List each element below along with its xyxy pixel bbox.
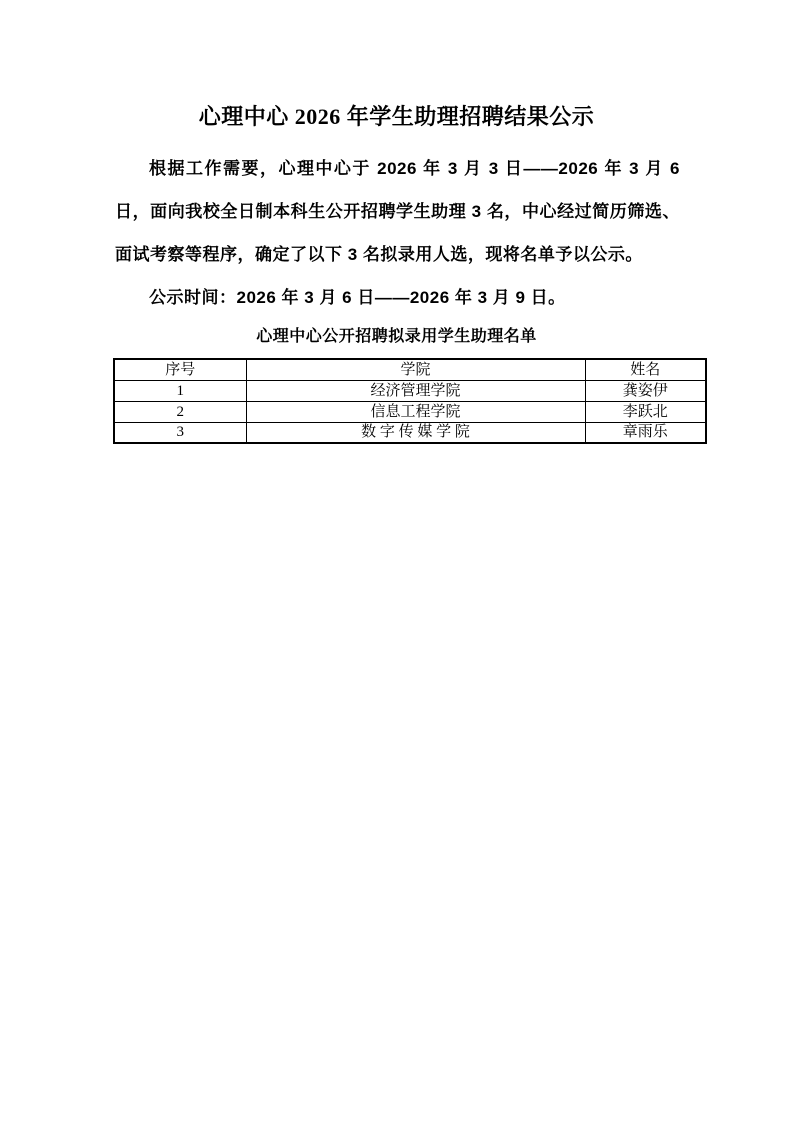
cell-college: 数 字 传 媒 学 院 <box>246 422 585 443</box>
table-header-row <box>114 359 706 380</box>
table-row <box>114 380 706 401</box>
table-row <box>114 422 706 443</box>
table-row <box>114 401 706 422</box>
body-text-block <box>115 147 680 319</box>
cell-name: 李跃北 <box>585 401 706 422</box>
header-cell-serial: 序号 <box>114 359 246 380</box>
paragraph-intro: 根据工作需要，心理中心于 2026 年 3 月 3 日——2026 年 3 月 6 日，面向我校全日制本科生公开招聘学生助理 3 名，中心经过简历筛选、面试考察等程序，确定了以下 3 名拟录用人选，现将名单予以公示。 <box>115 159 680 264</box>
header-cell-college: 学院 <box>246 359 585 380</box>
cell-college: 信息工程学院 <box>246 401 585 422</box>
document-title: 心理中心 2026 年学生助理招聘结果公示 <box>198 104 595 129</box>
cell-name: 章雨乐 <box>585 422 706 443</box>
paragraph-publicity-period: 公示时间：2026 年 3 月 6 日——2026 年 3 月 9 日。 <box>149 288 566 307</box>
table-caption: 心理中心公开招聘拟录用学生助理名单 <box>256 328 537 345</box>
roster-table <box>113 358 707 444</box>
cell-college: 经济管理学院 <box>246 380 585 401</box>
cell-serial: 1 <box>114 380 246 401</box>
header-cell-name: 姓名 <box>585 359 706 380</box>
cell-name: 龚姿伊 <box>585 380 706 401</box>
cell-serial: 2 <box>114 401 246 422</box>
cell-serial: 3 <box>114 422 246 443</box>
